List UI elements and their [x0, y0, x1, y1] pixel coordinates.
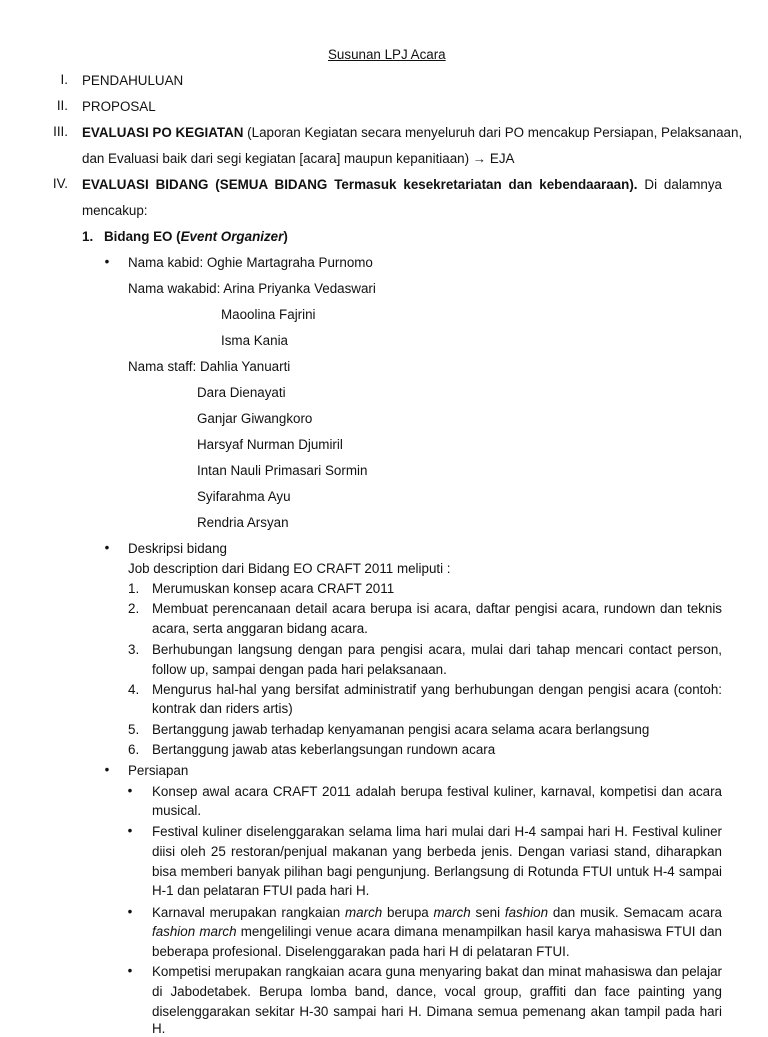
text-run-italic: march — [345, 905, 383, 920]
persiapan-paragraph-continued: di Jabodetabek. Berupa lomba band, dance, vocal group, graffiti dan face painting yang — [152, 984, 722, 999]
persiapan-paragraph-continued: bisa memberi banyak pilihan bagi pengunjung. Berlangsung di Rotunda FTUI untuk H-4 sampai — [152, 864, 722, 879]
list-number: 3. — [128, 642, 140, 657]
staff-name: Syifarahma Ayu — [197, 489, 291, 504]
deskripsi-intro: Job description dari Bidang EO CRAFT 2011 meliputi : — [128, 561, 451, 576]
section-heading-bold: EVALUASI PO KEGIATAN — [82, 125, 244, 140]
list-item: Merumuskan konsep acara CRAFT 2011 — [152, 581, 395, 596]
persiapan-paragraph — [152, 904, 722, 921]
bullet: • — [104, 540, 110, 555]
section-heading — [82, 124, 743, 141]
document-title: Susunan LPJ Acara — [328, 47, 446, 62]
staff-line: Nama staff: Dahlia Yanuarti — [128, 359, 291, 374]
sub-bullet: • — [127, 904, 133, 919]
list-item: Bertanggung jawab atas keberlangsungan rundown acara — [152, 742, 496, 757]
text-run: dan musik. Semacam acara — [548, 905, 722, 920]
text-run-italic: fashion — [504, 905, 549, 920]
wakabid-name: Maoolina Fajrini — [221, 307, 316, 322]
text-run-italic: march — [433, 905, 471, 920]
list-item: Membuat perencanaan detail acara berupa isi acara, daftar pengisi acara, rundown dan teknis — [152, 601, 722, 616]
section-heading-rest: Di dalamnya — [637, 177, 722, 192]
list-item-continued: follow up, sampai dengan pada hari pelaksanaan. — [152, 662, 447, 677]
wakabid-line: Nama wakabid: Arina Priyanka Vedaswari — [128, 281, 376, 296]
wakabid-name: Isma Kania — [221, 333, 288, 348]
subsection-label-post: ) — [283, 229, 288, 244]
list-item: Bertanggung jawab terhadap kenyamanan pengisi acara selama acara berlangsung — [152, 722, 650, 737]
persiapan-paragraph-continued: beberapa profesional. Diselenggarakan pada hari H di pelataran FTUI. — [152, 944, 570, 959]
staff-name: Dara Dienayati — [197, 385, 286, 400]
section-heading: PROPOSAL — [82, 99, 156, 114]
sub-bullet: • — [127, 823, 133, 838]
bullet: • — [104, 762, 110, 777]
subsection-label-pre: Bidang EO ( — [104, 229, 181, 244]
subsection-label-italic: Event Organizer — [180, 229, 284, 244]
list-number: 5. — [128, 722, 140, 737]
staff-name: Intan Nauli Primasari Sormin — [197, 463, 368, 478]
section-number: IV. — [52, 176, 68, 191]
persiapan-paragraph-continued: diisi oleh 25 restoran/penjual makanan yang berbeda jenis. Dengan variasi stand, diharapkan — [152, 844, 722, 859]
section-number: III. — [53, 124, 68, 139]
list-number: 1. — [128, 581, 140, 596]
list-item-continued: kontrak dan riders artis) — [152, 701, 293, 716]
deskripsi-heading: Deskripsi bidang — [128, 541, 227, 556]
list-item: Mengurus hal-hal yang bersifat administratif yang berhubungan dengan pengisi acara (contoh: — [152, 682, 722, 697]
list-number: 6. — [128, 742, 140, 757]
list-number: 2. — [128, 601, 140, 616]
subsection-heading — [104, 228, 288, 245]
persiapan-paragraph-continued: H-1 dan pelataran FTUI pada hari H. — [152, 883, 370, 898]
subsection-number: 1. — [82, 229, 94, 244]
section-heading: PENDAHULUAN — [82, 73, 184, 88]
section-heading-bold: EVALUASI BIDANG (SEMUA BIDANG Termasuk kesekretariatan dan kebendaaraan). — [82, 177, 638, 192]
list-item-continued: acara, serta anggaran bidang acara. — [152, 621, 368, 636]
section-heading-continued: mencakup: — [82, 203, 148, 218]
section-heading — [82, 176, 722, 193]
section-heading-continued: dan Evaluasi baik dari segi kegiatan [acara] maupun kepanitiaan) → EJA — [82, 151, 515, 166]
list-item: Berhubungan langsung dengan para pengisi acara, mulai dari tahap mencari contact person, — [152, 642, 722, 657]
text-run: seni — [470, 905, 505, 920]
text-run: Karnaval merupakan rangkaian — [152, 905, 346, 920]
persiapan-heading: Persiapan — [128, 763, 189, 778]
kabid-line: Nama kabid: Oghie Martagraha Purnomo — [128, 255, 373, 270]
staff-name: Rendria Arsyan — [197, 515, 289, 530]
section-heading-rest: (Laporan Kegiatan secara menyeluruh dari PO mencakup Persiapan, Pelaksanaan, — [243, 125, 743, 140]
persiapan-paragraph: Konsep awal acara CRAFT 2011 adalah berupa festival kuliner, karnaval, kompetisi dan acara — [152, 784, 722, 799]
persiapan-paragraph-continued: musical. — [152, 803, 202, 818]
sub-bullet: • — [127, 783, 133, 798]
text-run-italic: fashion march — [152, 924, 237, 939]
text-run: mengelilingi venue acara dimana menampilkan hasil karya mahasiswa FTUI dan — [236, 924, 723, 939]
staff-name: Harsyaf Nurman Djumiril — [197, 437, 343, 452]
sub-bullet: • — [127, 963, 133, 978]
section-number: II. — [56, 98, 68, 113]
list-number: 4. — [128, 682, 140, 697]
section-number: I. — [60, 72, 68, 87]
persiapan-paragraph-continued — [152, 923, 722, 940]
persiapan-paragraph-continued: diselenggarakan sekitar H-30 sampai hari H. Dimana semua pemenang akan tampil pada hari H. — [152, 1004, 722, 1036]
staff-name: Ganjar Giwangkoro — [197, 411, 313, 426]
persiapan-paragraph: Festival kuliner diselenggarakan selama lima hari mulai dari H-4 sampai hari H. Festival kuliner — [152, 824, 722, 839]
bullet: • — [104, 254, 110, 269]
persiapan-paragraph: Kompetisi merupakan rangkaian acara guna menyaring bakat dan minat mahasiswa dan pelajar — [152, 964, 722, 979]
text-run: berupa — [382, 905, 434, 920]
